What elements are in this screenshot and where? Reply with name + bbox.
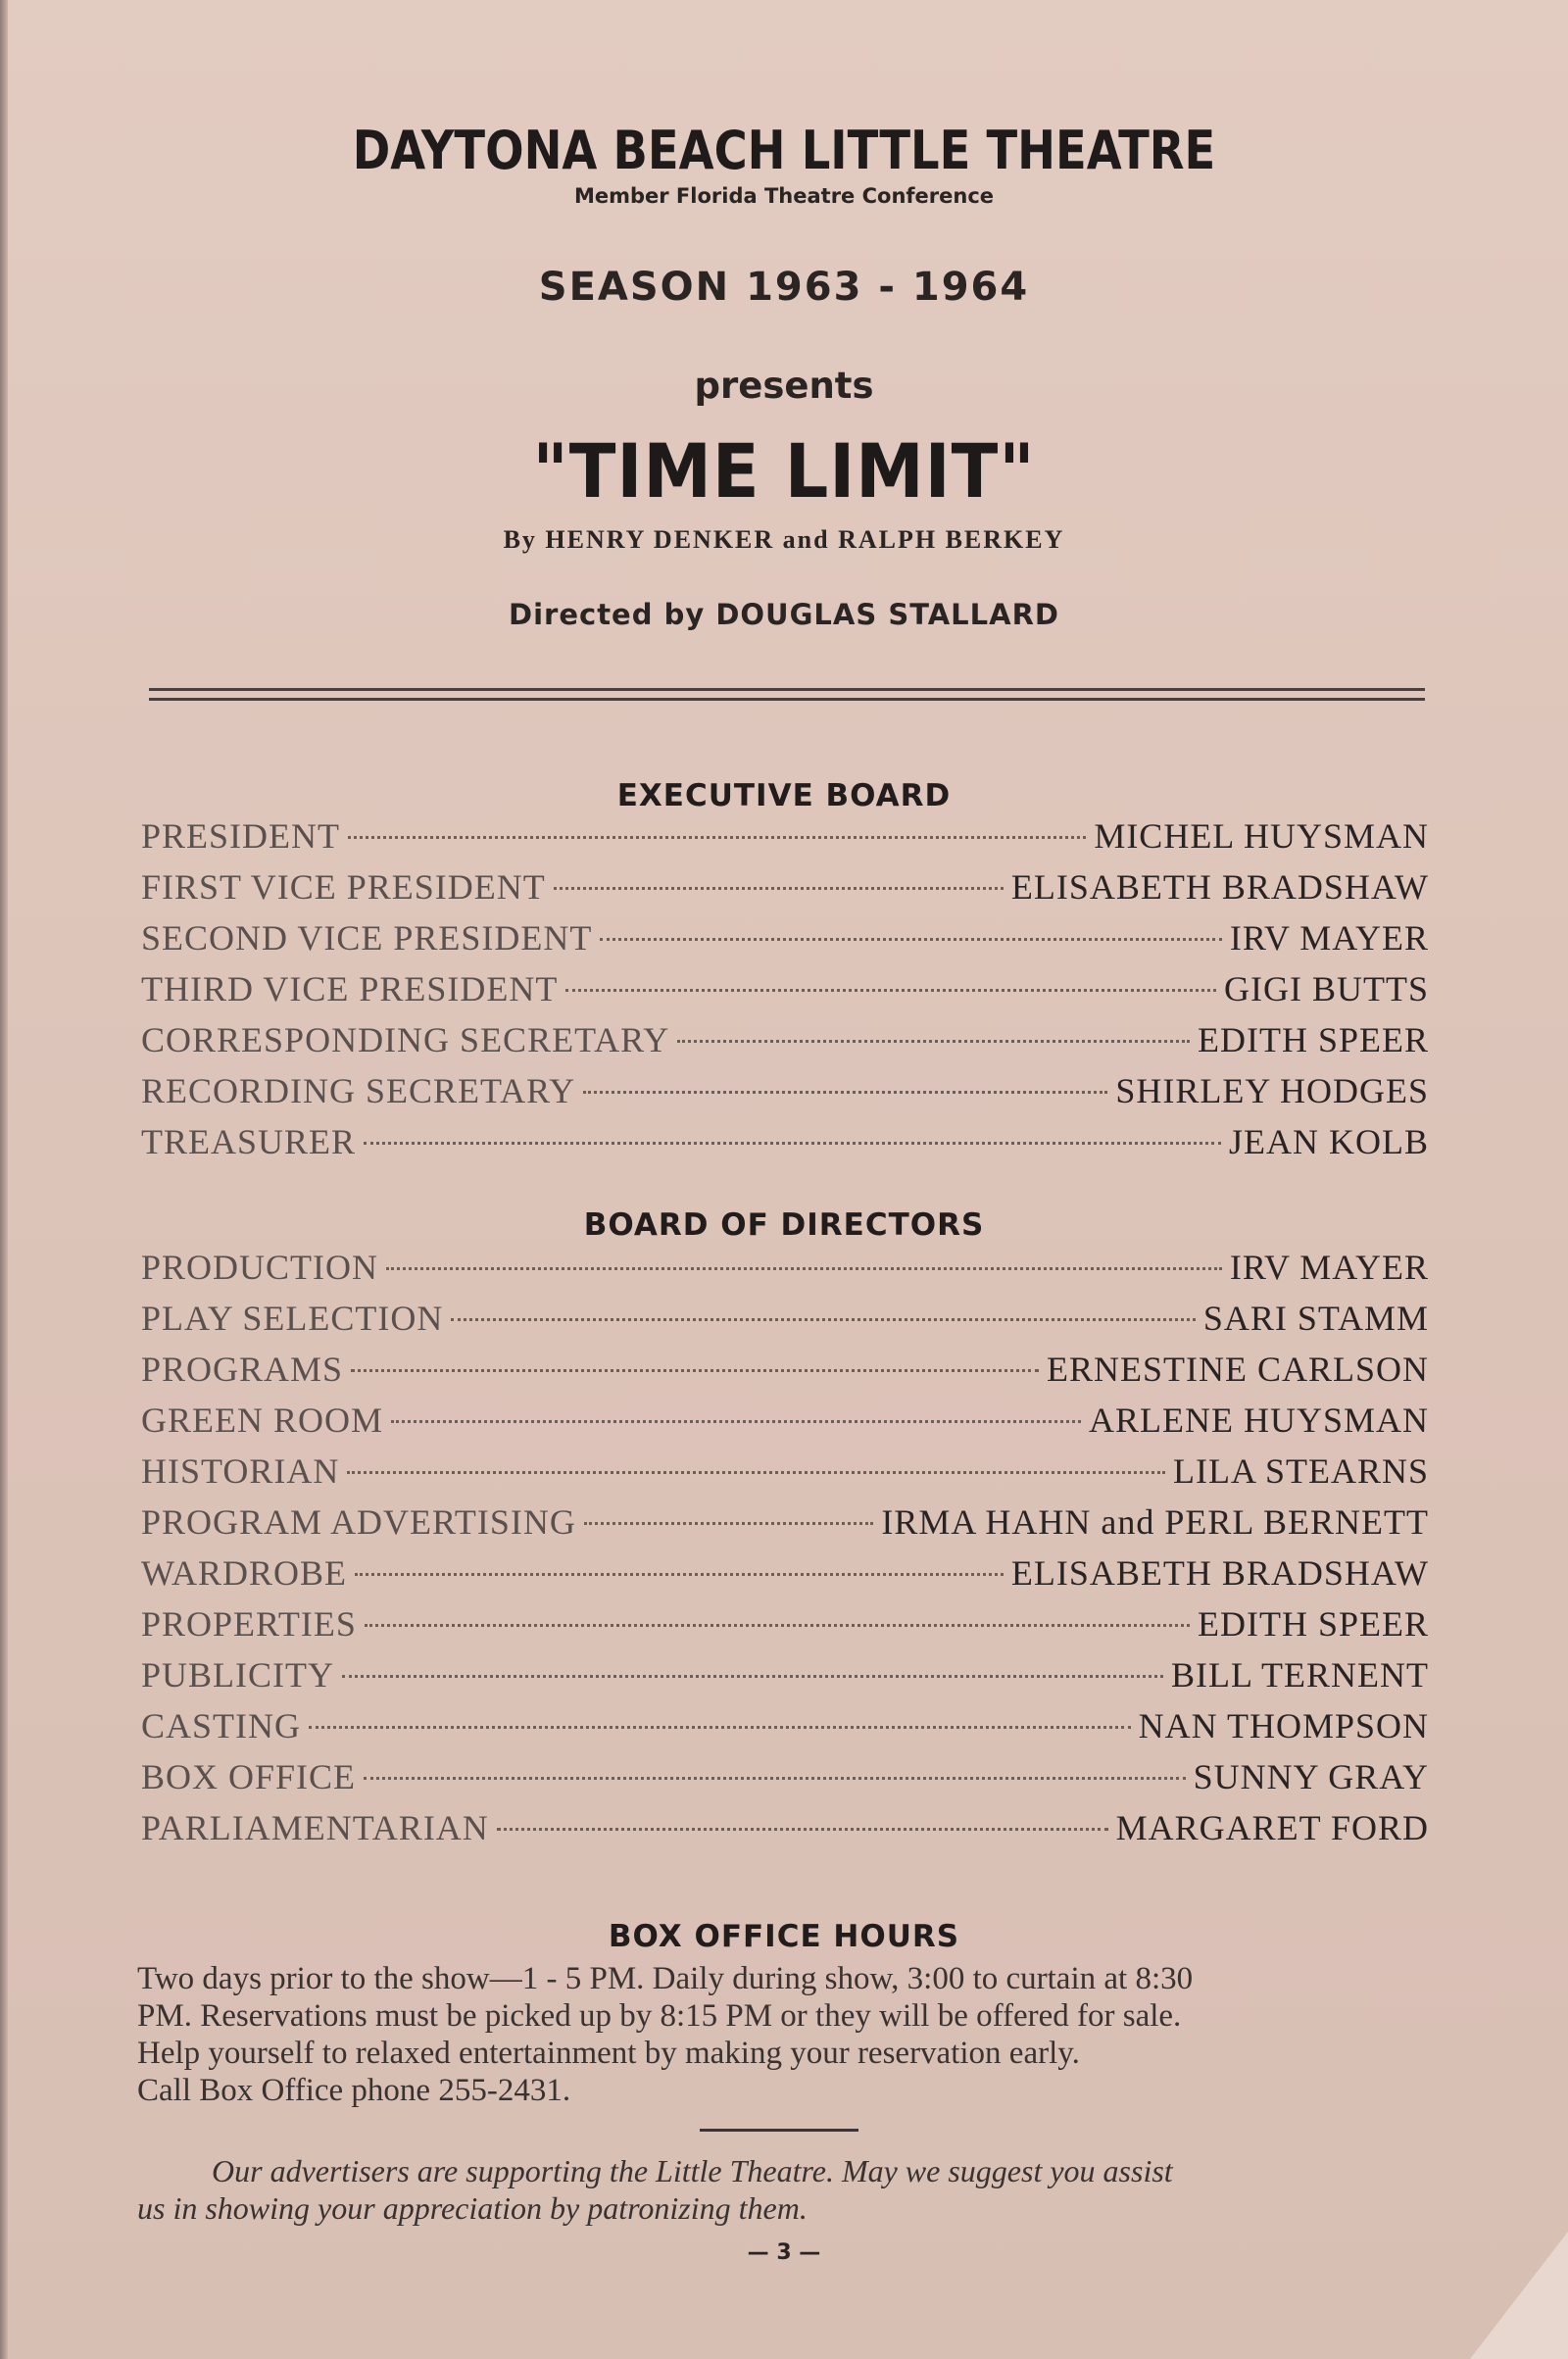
officer-name: LILA STEARNS bbox=[1172, 1451, 1429, 1491]
board-of-directors-list bbox=[141, 1247, 1429, 1858]
board-of-directors-heading: BOARD OF DIRECTORS bbox=[583, 1207, 985, 1243]
officer-row bbox=[141, 866, 1429, 917]
officer-role: PROPERTIES bbox=[141, 1604, 357, 1644]
box-office-hours-text bbox=[137, 1960, 1427, 2109]
officer-name: IRMA HAHN and PERL BERNETT bbox=[881, 1502, 1429, 1542]
director-line: Directed by DOUGLAS STALLARD bbox=[509, 598, 1059, 631]
double-rule-bottom bbox=[149, 698, 1425, 701]
dot-leader bbox=[347, 1471, 1165, 1474]
officer-name: ERNESTINE CARLSON bbox=[1046, 1350, 1429, 1389]
dot-leader bbox=[348, 836, 1086, 839]
dot-leader bbox=[355, 1573, 1004, 1576]
presents-text: presents bbox=[694, 365, 874, 407]
officer-name: MARGARET FORD bbox=[1115, 1808, 1429, 1847]
officer-row bbox=[141, 968, 1429, 1019]
advertiser-note-line: us in showing your appreciation by patronizing them. bbox=[137, 2190, 808, 2226]
officer-role: BOX OFFICE bbox=[141, 1757, 357, 1796]
dot-leader bbox=[364, 1777, 1186, 1780]
authors-line: By HENRY DENKER and RALPH BERKEY bbox=[503, 525, 1065, 554]
officer-name: ARLENE HUYSMAN bbox=[1089, 1401, 1429, 1440]
officer-row bbox=[141, 1705, 1429, 1756]
dot-leader bbox=[677, 1040, 1190, 1043]
dot-leader bbox=[554, 887, 1004, 890]
officer-name: IRV MAYER bbox=[1229, 918, 1429, 958]
box-office-hours-line: Two days prior to the show—1 - 5 PM. Daily during show, 3:00 to curtain at 8:30 bbox=[137, 1961, 1194, 1996]
officer-role: PROGRAMS bbox=[141, 1350, 344, 1389]
advertiser-note bbox=[137, 2152, 1431, 2227]
dot-leader bbox=[497, 1828, 1108, 1831]
page-corner-fold bbox=[1470, 2232, 1568, 2359]
dot-leader bbox=[309, 1726, 1131, 1729]
officer-row bbox=[141, 1552, 1429, 1603]
dot-leader bbox=[584, 1522, 873, 1525]
officer-name: GIGI BUTTS bbox=[1224, 969, 1429, 1008]
dot-leader bbox=[600, 938, 1221, 941]
box-office-hours-heading: BOX OFFICE HOURS bbox=[608, 1919, 960, 1954]
officer-row bbox=[141, 1603, 1429, 1654]
officer-name: NAN THOMPSON bbox=[1138, 1706, 1429, 1745]
membership-subtitle: Member Florida Theatre Conference bbox=[573, 184, 995, 208]
dot-leader bbox=[583, 1091, 1107, 1094]
officer-row bbox=[141, 1756, 1429, 1807]
dot-leader bbox=[351, 1369, 1039, 1372]
officer-row bbox=[141, 1019, 1429, 1070]
officer-name: SUNNY GRAY bbox=[1193, 1757, 1429, 1796]
season-heading: SEASON 1963 - 1964 bbox=[538, 265, 1030, 310]
page-edge bbox=[0, 0, 8, 2359]
officer-name: JEAN KOLB bbox=[1229, 1122, 1429, 1161]
officer-role: FIRST VICE PRESIDENT bbox=[141, 867, 546, 907]
advertiser-note-line: Our advertisers are supporting the Little Theatre. May we suggest you assist bbox=[212, 2153, 1173, 2188]
officer-name: EDITH SPEER bbox=[1198, 1020, 1429, 1059]
officer-row bbox=[141, 815, 1429, 866]
executive-board-list bbox=[141, 815, 1429, 1172]
officer-role: PARLIAMENTARIAN bbox=[141, 1808, 489, 1847]
officer-row bbox=[141, 1450, 1429, 1501]
dot-leader bbox=[565, 989, 1216, 992]
dot-leader bbox=[342, 1675, 1163, 1678]
officer-name: EDITH SPEER bbox=[1198, 1604, 1429, 1644]
officer-row bbox=[141, 1654, 1429, 1705]
officer-role: GREEN ROOM bbox=[141, 1401, 384, 1440]
officer-name: ELISABETH BRADSHAW bbox=[1010, 867, 1429, 907]
officer-row bbox=[141, 1070, 1429, 1121]
officer-name: IRV MAYER bbox=[1229, 1248, 1429, 1287]
double-rule-top bbox=[149, 688, 1425, 691]
dot-leader bbox=[386, 1267, 1222, 1270]
officer-role: PUBLICITY bbox=[141, 1655, 334, 1695]
officer-name: SARI STAMM bbox=[1202, 1299, 1429, 1338]
officer-row bbox=[141, 1501, 1429, 1552]
officer-role: CASTING bbox=[141, 1706, 302, 1745]
dot-leader bbox=[391, 1420, 1081, 1423]
box-office-hours-line: PM. Reservations must be picked up by 8:15 PM or they will be offered for sale. bbox=[137, 1998, 1182, 2034]
officer-role: PLAY SELECTION bbox=[141, 1299, 444, 1338]
page-number: — 3 — bbox=[747, 2240, 821, 2265]
officer-name: MICHEL HUYSMAN bbox=[1094, 816, 1429, 856]
officer-row bbox=[141, 1400, 1429, 1450]
officer-row bbox=[141, 917, 1429, 968]
dot-leader bbox=[364, 1142, 1221, 1145]
officer-row bbox=[141, 1298, 1429, 1349]
officer-role: RECORDING SECRETARY bbox=[141, 1071, 576, 1110]
officer-role: THIRD VICE PRESIDENT bbox=[141, 969, 559, 1008]
officer-name: BILL TERNENT bbox=[1171, 1655, 1429, 1695]
officer-role: PRODUCTION bbox=[141, 1248, 379, 1287]
officer-row bbox=[141, 1349, 1429, 1400]
officer-role: PRESIDENT bbox=[141, 816, 341, 856]
dot-leader bbox=[365, 1624, 1190, 1627]
officer-role: CORRESPONDING SECRETARY bbox=[141, 1020, 670, 1059]
box-office-hours-line: Call Box Office phone 255-2431. bbox=[137, 2073, 571, 2108]
officer-role: SECOND VICE PRESIDENT bbox=[141, 918, 593, 958]
officer-role: WARDROBE bbox=[141, 1553, 348, 1593]
officer-row bbox=[141, 1807, 1429, 1858]
officer-row bbox=[141, 1247, 1429, 1298]
dot-leader bbox=[451, 1318, 1195, 1321]
play-title: "TIME LIMIT" bbox=[532, 427, 1036, 515]
box-office-hours-line: Help yourself to relaxed entertainment by making your reservation early. bbox=[137, 2036, 1080, 2071]
officer-role: PROGRAM ADVERTISING bbox=[141, 1502, 576, 1542]
executive-board-heading: EXECUTIVE BOARD bbox=[616, 778, 952, 813]
officer-row bbox=[141, 1121, 1429, 1172]
officer-role: TREASURER bbox=[141, 1122, 357, 1161]
officer-role: HISTORIAN bbox=[141, 1451, 340, 1491]
officer-name: ELISABETH BRADSHAW bbox=[1010, 1553, 1429, 1593]
organization-title: DAYTONA BEACH LITTLE THEATRE bbox=[352, 120, 1216, 181]
officer-name: SHIRLEY HODGES bbox=[1115, 1071, 1429, 1110]
short-divider bbox=[700, 2129, 858, 2132]
